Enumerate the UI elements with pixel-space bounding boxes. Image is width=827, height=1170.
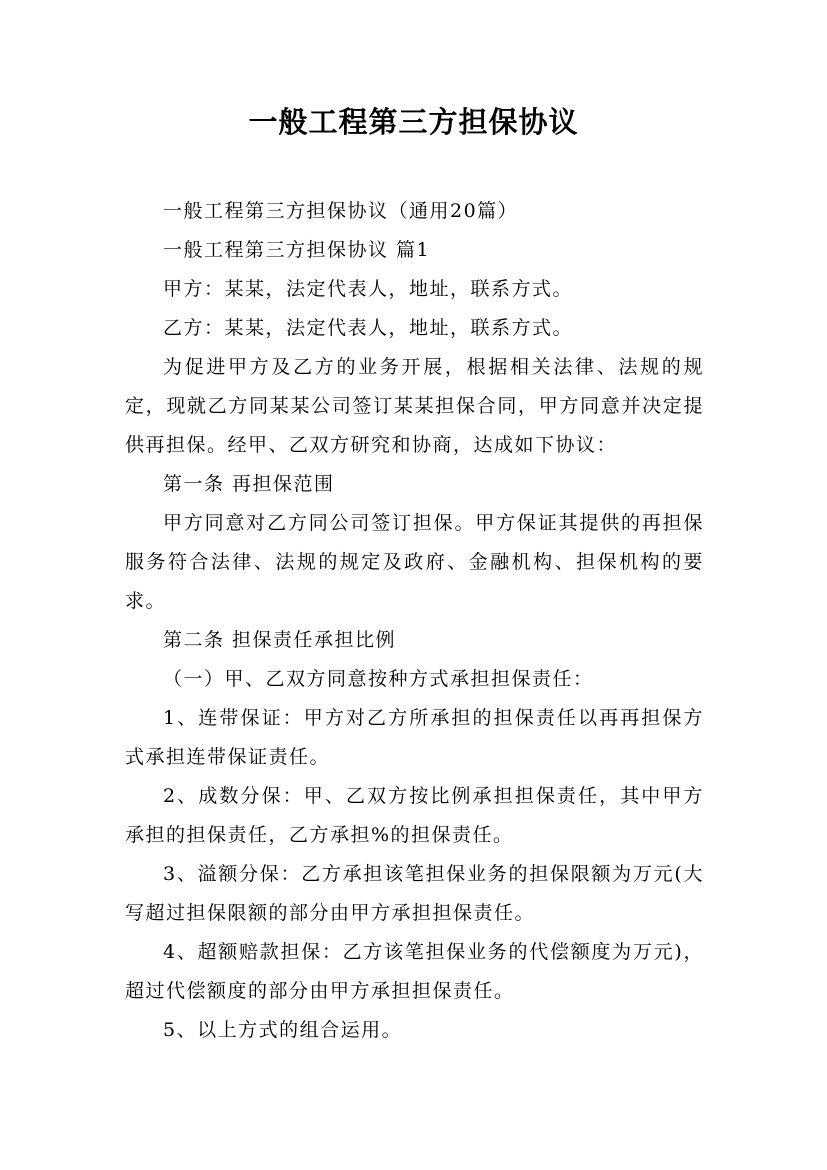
list-item-quota-share: 2、成数分保：甲、乙双方按比例承担担保责任，其中甲方承担的担保责任，乙方承担%的担保责任。: [125, 785, 704, 846]
article-1-heading: 第一条 再担保范围: [163, 473, 335, 495]
list-item-excess-loss: 4、超额赔款担保：乙方该笔担保业务的代偿额度为万元)，超过代偿额度的部分由甲方承担担保责任。: [125, 941, 704, 1002]
paragraph-party-a: 甲方：某某，法定代表人，地址，联系方式。: [163, 278, 574, 300]
paragraph-series-title: 一般工程第三方担保协议（通用20篇）: [163, 200, 519, 222]
document-title: 一般工程第三方担保协议: [248, 105, 579, 139]
article-2-clause-1: （一）甲、乙双方同意按种方式承担担保责任：: [163, 668, 594, 690]
list-item-joint-guarantee: 1、连带保证：甲方对乙方所承担的担保责任以再再担保方式承担连带保证责任。: [125, 707, 704, 768]
paragraph-party-b: 乙方：某某，法定代表人，地址，联系方式。: [163, 317, 574, 339]
article-1-text: 甲方同意对乙方同公司签订担保。甲方保证其提供的再担保服务符合法律、法规的规定及政府、金融机构、担保机构的要求。: [125, 512, 704, 612]
list-item-combination: 5、以上方式的组合运用。: [163, 1019, 403, 1041]
document-body: [125, 192, 704, 1050]
paragraph-preamble: 为促进甲方及乙方的业务开展，根据相关法律、法规的规定，现就乙方同某某公司签订某某担保合同，甲方同意并决定提供再担保。经甲、乙双方研究和协商，达成如下协议：: [125, 356, 704, 456]
list-item-surplus-share: 3、溢额分保：乙方承担该笔担保业务的担保限额为万元(大写超过担保限额的部分由甲方承担担保责任。: [125, 863, 704, 924]
paragraph-chapter-heading: 一般工程第三方担保协议 篇1: [163, 239, 431, 261]
article-2-heading: 第二条 担保责任承担比例: [163, 629, 397, 651]
